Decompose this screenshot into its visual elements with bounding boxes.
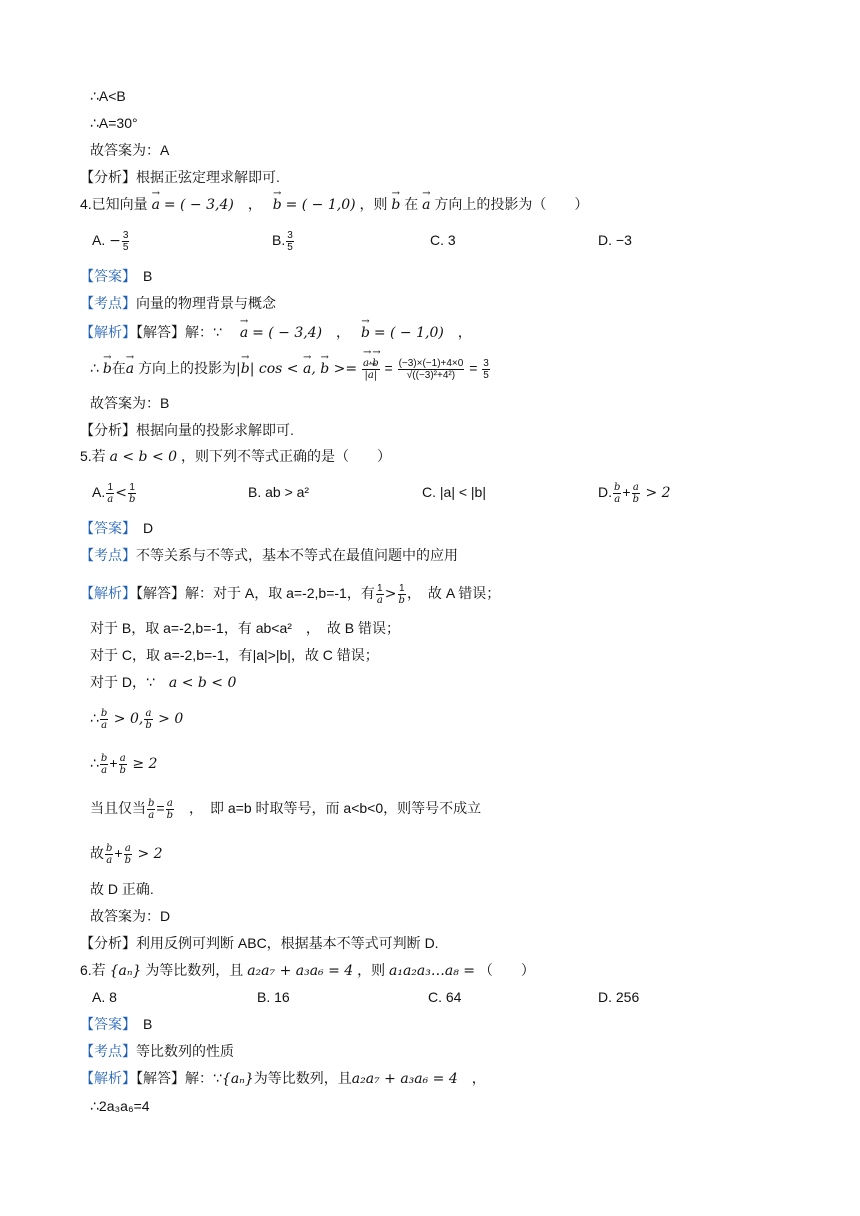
solution-line: 【解析】【解答】解：∵{aₙ}为等比数列，且a₂a₇ + a₃a₆ = 4 ， bbox=[80, 1070, 486, 1087]
solution-line: 故 $\frac{b}{a}$ + $\frac{a}{b}$ > 2 bbox=[90, 843, 163, 866]
text-line: ∴A=30° bbox=[90, 115, 138, 131]
solution-line: 故 D 正确. bbox=[90, 881, 154, 897]
option-b: B. 16 bbox=[257, 989, 290, 1005]
option-a: A. 8 bbox=[92, 989, 117, 1005]
final-answer: 故答案为：B bbox=[90, 395, 170, 411]
answer-line: 【答案】 B bbox=[80, 268, 153, 284]
solution-line: ∴ $\frac{b}{a}$ > 0, $\frac{a}{b}$ > 0 bbox=[90, 708, 184, 731]
option-c: C. 3 bbox=[430, 232, 456, 248]
option-a: A. $\frac{1}{a}$ < $\frac{1}{b}$ bbox=[92, 482, 136, 505]
solution-line: 【解析】【解答】解：对于 A，取 a=-2,b=-1，有 $\frac{1}{a}$ > $\frac{1}{b}$ ， 故 A 错误； bbox=[80, 583, 501, 606]
question-4-stem: 4.已知向量 → a = ( − 3,4) ， → b = ( − 1,0) ，则 → b 在 → a 方向上的投影为（ ） bbox=[80, 194, 588, 215]
analysis-tag: 【分析】 bbox=[80, 169, 136, 185]
option-b: B. ab > a² bbox=[248, 484, 310, 500]
analysis-line: 【分析】利用反例可判断 ABC，根据基本不等式可判断 D. bbox=[80, 935, 439, 951]
option-c: C. 64 bbox=[428, 989, 462, 1005]
text-line: ∴A<B bbox=[90, 88, 126, 104]
option-b: B. $\frac{3}{5}$ bbox=[272, 230, 293, 253]
question-6-stem: 6.若 {aₙ} 为等比数列，且 a₂a₇ + a₃a₆ = 4 ，则 a₁a₂a₃…a₈ = （ ） bbox=[80, 962, 535, 979]
answer-line: 【答案】 B bbox=[80, 1016, 153, 1032]
analysis-line: 【分析】根据向量的投影求解即可. bbox=[80, 422, 294, 438]
option-c: C. |a| < |b| bbox=[422, 484, 486, 500]
option-d: D. −3 bbox=[598, 232, 632, 248]
option-d: D. $\frac{b}{a}$ + $\frac{a}{b}$ > 2 bbox=[598, 482, 671, 505]
solution-line: ∴2a₃a₆=4 bbox=[90, 1098, 150, 1114]
option-a: A. − $\frac{3}{5}$ bbox=[92, 230, 129, 253]
topic-line: 【考点】等比数列的性质 bbox=[80, 1043, 234, 1059]
solution-line: 对于 D，∵ a < b < 0 bbox=[90, 674, 237, 691]
analysis-line bbox=[80, 167, 280, 187]
solution-line: 对于 B，取 a=-2,b=-1，有 ab<a² ， 故 B 错误； bbox=[90, 620, 401, 636]
answer-line: 【答案】 D bbox=[80, 520, 154, 536]
question-5-stem: 5.若 a < b < 0 ，则下列不等式正确的是（ ） bbox=[80, 448, 391, 465]
solution-line: ∴ $\frac{b}{a}$ + $\frac{a}{b}$ ≥ 2 bbox=[90, 753, 158, 776]
text-line: 故答案为：A bbox=[90, 142, 170, 158]
analysis-text: 根据正弦定理求解即可. bbox=[136, 169, 280, 185]
solution-projection: ∴ → b在→ a 方向上的投影为|→ b| cos < → a, → b >= → $\frac{a\cdot\to b}{|\to a|}$ = $\frac{(-3)\times(-1)+4\times 0}{\text{√((−3)²+4²)}}$ = $\frac{3}{5}$ bbox=[90, 358, 491, 381]
final-answer: 故答案为：D bbox=[90, 908, 171, 924]
solution-line: 当且仅当 $\frac{b}{a}$ = $\frac{a}{b}$ ， 即 a=b 时取等号，而 a<b<0，则等号不成立 bbox=[90, 798, 482, 821]
solution-line: 对于 C，取 a=-2,b=-1，有|a|>|b|，故 C 错误； bbox=[90, 647, 379, 663]
option-d: D. 256 bbox=[598, 989, 640, 1005]
topic-line: 【考点】向量的物理背景与概念 bbox=[80, 295, 276, 311]
topic-line: 【考点】不等关系与不等式，基本不等式在最值问题中的应用 bbox=[80, 547, 458, 563]
solution-line: 【解析】【解答】解：∵ → a = ( − 3,4) ， → b = ( − 1,0) ， bbox=[80, 322, 472, 343]
